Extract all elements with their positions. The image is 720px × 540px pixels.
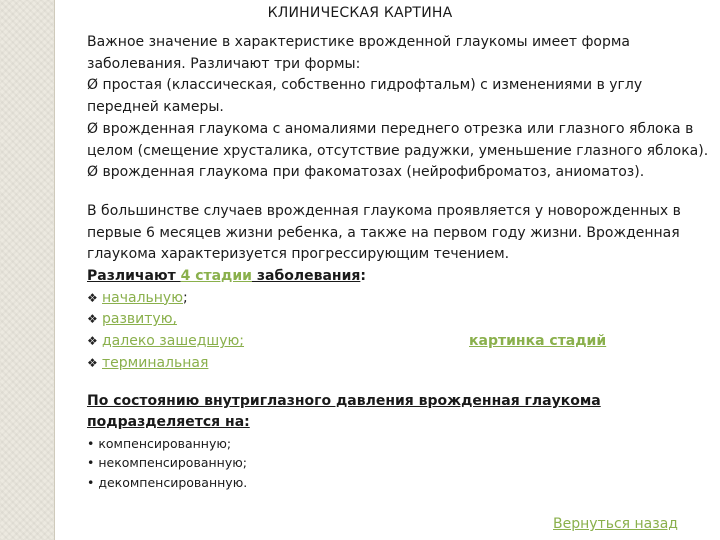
- diamond-bullet-icon: ❖: [87, 334, 98, 349]
- stage-link-advanced[interactable]: далеко зашедшую;: [102, 333, 245, 350]
- stage-link-terminal[interactable]: терминальная: [102, 354, 209, 371]
- stages-heading: Различают 4 стадии заболевания:: [87, 268, 366, 285]
- slide-content: [87, 32, 709, 492]
- pressure-list: [87, 434, 709, 493]
- back-link[interactable]: Вернуться назад: [553, 516, 678, 532]
- pressure-heading: По состоянию внутриглазного давления врожденная глаукома подразделяется на:: [87, 392, 601, 431]
- form-item-1: Ø простая (классическая, собственно гидрофтальм) с изменениями в углу передней камеры.: [87, 77, 643, 116]
- intro-text: Важное значение в характеристике врожденной глаукомы имеет форма заболевания. Различают три формы:: [87, 34, 631, 72]
- onset-paragraph: В большинстве случаев врожденная глаукома проявляется у новорожденных в первые 6 месяцев жизни ребенка, а также на первом году жизни. Врожденная глаукома характеризуется прогрессирующим течением.: [87, 202, 681, 263]
- form-item-2: Ø врожденная глаукома с аномалиями переднего отрезка или глазного яблока в целом (смещение хрусталика, отсутствие радужки, уменьшение глазного яблока).: [87, 120, 709, 159]
- stage-item-initial: ❖ начальную;: [87, 288, 709, 310]
- stage-item-developed: [87, 309, 709, 331]
- pressure-item-decompensated: • декомпенсированную.: [87, 474, 248, 490]
- stage-item-terminal: [87, 353, 709, 375]
- stage-link-initial[interactable]: начальную: [102, 289, 184, 306]
- slide-title: КЛИНИЧЕСКАЯ КАРТИНА: [267, 5, 453, 21]
- diamond-bullet-icon: ❖: [87, 290, 98, 305]
- form-item-3: Ø врожденная глаукома при факоматозах (нейрофиброматоз, аниоматоз).: [87, 164, 645, 181]
- stage-item-advanced: [87, 331, 709, 353]
- pressure-item-uncompensated: • некомпенсированную;: [87, 455, 247, 471]
- stages-picture-link[interactable]: картинка стадий: [469, 333, 607, 350]
- pressure-item-compensated: • компенсированную;: [87, 435, 232, 451]
- diamond-bullet-icon: ❖: [87, 355, 98, 370]
- stage-link-developed[interactable]: развитую,: [102, 311, 177, 328]
- stages-count-link[interactable]: 4 стадии: [180, 268, 252, 285]
- diamond-bullet-icon: ❖: [87, 312, 98, 327]
- decorative-sidebar: [0, 0, 55, 540]
